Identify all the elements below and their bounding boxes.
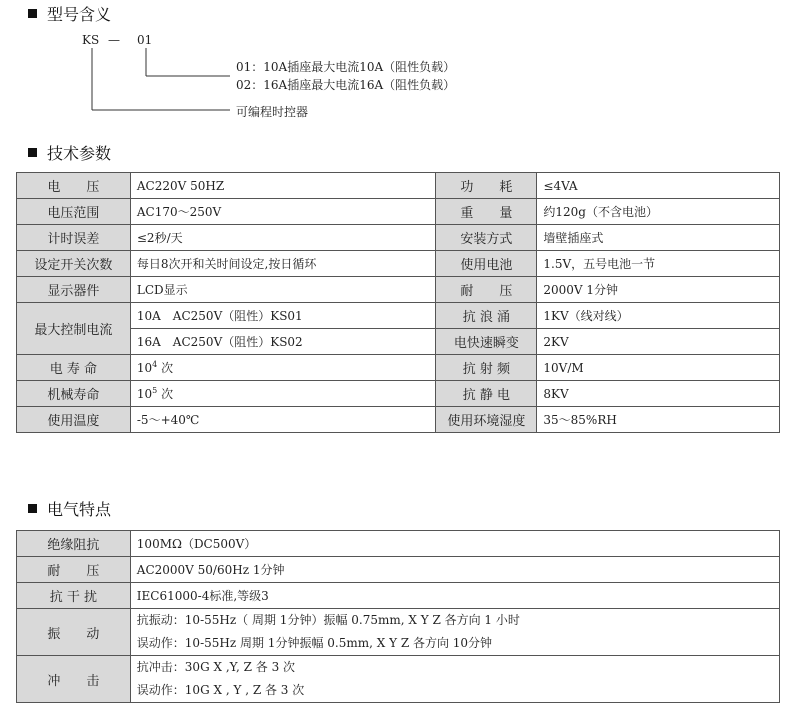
elec-title: 电气特点 [47, 500, 112, 519]
param-value: -5～+40℃ [130, 407, 436, 433]
table-row [17, 173, 780, 199]
param-value: 10V/M [537, 355, 780, 381]
param-label: 电快速瞬变 [436, 329, 537, 355]
feature-value: 抗冲击：30G X ,Y, Z 各 3 次 误动作：10G X , Y , Z 各 3 次 [130, 656, 779, 703]
elec-section-title [28, 497, 111, 520]
feature-value: AC2000V 50/60Hz 1分钟 [130, 557, 779, 583]
table-row [17, 557, 780, 583]
table-row [17, 199, 780, 225]
elec-features-table [16, 530, 780, 703]
param-value: ≤2秒/天 [130, 225, 436, 251]
feature-label: 冲 击 [17, 656, 131, 703]
table-row [17, 381, 780, 407]
table-row [17, 225, 780, 251]
feature-value: 100MΩ（DC500V） [130, 531, 779, 557]
square-bullet-icon [28, 504, 37, 513]
param-label: 设定开关次数 [17, 251, 131, 277]
feature-label: 耐 压 [17, 557, 131, 583]
code-prefix: KS [82, 33, 100, 47]
param-label: 使用环境湿度 [436, 407, 537, 433]
param-label: 机械寿命 [17, 381, 131, 407]
code-dash: — [108, 33, 120, 47]
table-row [17, 656, 780, 703]
code-suffix: 01 [137, 33, 153, 47]
param-value: 16A AC250V（阻性）KS02 [130, 329, 436, 355]
param-value: AC220V 50HZ [130, 173, 436, 199]
table-row [17, 355, 780, 381]
param-value: 约120g（不含电池） [537, 199, 780, 225]
param-value: 墙壁插座式 [537, 225, 780, 251]
param-label: 最大控制电流 [17, 303, 131, 355]
param-label: 使用电池 [436, 251, 537, 277]
param-label: 计时误差 [17, 225, 131, 251]
feature-value: IEC61000-4标准,等级3 [130, 583, 779, 609]
param-value: $10^5$ 次 [130, 381, 436, 407]
table-row [17, 251, 780, 277]
param-label: 重 量 [436, 199, 537, 225]
model-title: 型号含义 [47, 5, 112, 24]
feature-label: 振 动 [17, 609, 131, 656]
param-value: 1.5V，五号电池一节 [537, 251, 780, 277]
option-02: 02：16A插座最大电流16A（阻性负载） [236, 78, 456, 92]
param-label: 安装方式 [436, 225, 537, 251]
param-value: 1KV（线对线） [537, 303, 780, 329]
feature-label: 绝缘阻抗 [17, 531, 131, 557]
feature-label: 抗 干 扰 [17, 583, 131, 609]
param-label: 功 耗 [436, 173, 537, 199]
param-label: 抗 浪 涌 [436, 303, 537, 329]
param-label: 抗 射 频 [436, 355, 537, 381]
table-row [17, 609, 780, 656]
table-row [17, 303, 780, 329]
tech-section-title [28, 141, 111, 164]
param-value: 每日8次开和关时间设定,按日循环 [130, 251, 436, 277]
table-row [17, 407, 780, 433]
prefix-description: 可编程时控器 [236, 105, 309, 119]
param-label: 电压范围 [17, 199, 131, 225]
table-row [17, 531, 780, 557]
table-row [17, 583, 780, 609]
param-value: 2000V 1分钟 [537, 277, 780, 303]
table-row [17, 277, 780, 303]
param-value: 35～85%RH [537, 407, 780, 433]
tech-params-table [16, 172, 780, 433]
param-label: 显示器件 [17, 277, 131, 303]
square-bullet-icon [28, 148, 37, 157]
table-row [17, 329, 780, 355]
param-value: ≤4VA [537, 173, 780, 199]
param-value: $10^4$ 次 [130, 355, 436, 381]
param-label: 电 压 [17, 173, 131, 199]
param-label: 电 寿 命 [17, 355, 131, 381]
param-value: 10A AC250V（阻性）KS01 [130, 303, 436, 329]
param-value: LCD显示 [130, 277, 436, 303]
param-label: 抗 静 电 [436, 381, 537, 407]
param-value: 2KV [537, 329, 780, 355]
param-value: AC170～250V [130, 199, 436, 225]
param-label: 耐 压 [436, 277, 537, 303]
option-01: 01：10A插座最大电流10A（阻性负载） [236, 60, 456, 74]
param-label: 使用温度 [17, 407, 131, 433]
param-value: 8KV [537, 381, 780, 407]
tech-title: 技术参数 [47, 144, 112, 163]
feature-value: 抗振动：10-55Hz（ 周期 1分钟）振幅 0.75mm, X Y Z 各方向 1 小时 误动作：10-55Hz 周期 1分钟振幅 0.5mm, X Y Z 各方向 10分钟 [130, 609, 779, 656]
